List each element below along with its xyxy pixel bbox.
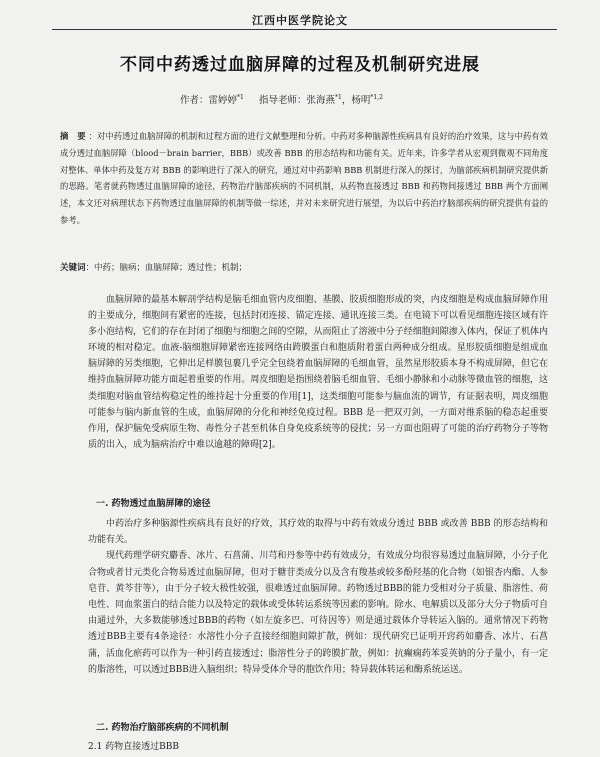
author-label: 作者： (180, 95, 209, 106)
paper-title: 不同中药透过血脑屏障的过程及机制研究进展 (120, 55, 480, 75)
advisor2-name: 杨明 (351, 95, 371, 106)
abstract-label: 摘 要 (60, 131, 89, 141)
section-heading-1: 一. 药物透过血脑屏障的途径 (96, 499, 211, 509)
header-rule (52, 29, 557, 30)
section1-paragraph-1: 中药治疗多种脑源性疾病具有良好的疗效，其疗效的取得与中药有效成分透过 BBB 或改善 BBB 的形态结构和功能有关。 (88, 519, 548, 546)
keywords (60, 261, 548, 273)
section1-body (88, 516, 548, 678)
abstract-text: ：对中药透过血脑屏障的机制和过程方面的进行文献整理和分析。中药对多种脑源性疾病具有良好的治疗效果，这与中药有效成分透过血脑屏障（blood－brain barrier，BBB）或改善 BBB 的形态结构和功能有关。近年来，许多学者从宏观到微观不同角度对整体、单体中药及复方对 BBB 的影响进行了深入的研究，通过对中药影响 BBB 机制进行深入的探讨，为脑部疾病机制研究提供新的思路。笔者就药物透过血脑屏障的途径，药物治疗脑部疾病的不同机制，从药物直接透过 BBB 和药物间接透过 BBB 两个方面阐述，本文还对病理状态下药物透过血脑屏障的机制等做一综述，并对未来研究进行展望，为以后中药治疗脑部疾病的研究提供有益的参考。 (60, 131, 548, 225)
intro-paragraph: 血脑屏障的最基本解剖学结构是脑毛细血管内皮细胞、基膜、胶质细胞形成的突，内皮细胞是构成血脑屏障作用的主要成分，细胞间有紧密的连接，包括封闭连接、锚定连接、通讯连接三类。在电镜下可以看见细胞连接区域有许多小泡结构，它们的存在封闭了细胞与细胞之间的空隙，从而阻止了溶液中分子经细胞间隙渗入体内，保证了机体内环境的相对稳定。血液-脑细胞屏障紧密连接网络由跨膜蛋白和胞质附着蛋白两种成分组成。星形胶质细胞是组成血脑屏障的另类细胞，它伸出足样膜包裹几乎完全包绕着血脑屏障的毛细血管，虽然星形胶质本身不构成屏障，但它在维持血脑屏障功能方面起着重要的作用。周皮细胞是指围绕着脑毛细血管、毛细小静脉和小动脉等微血管的细胞，这类细胞对脑血管结构稳定性的维持起十分重要的作用[1]，这类细胞可能参与脑血流的调节，有证据表明，周皮细胞可能参与脑内新血管的生成，血脑屏障的分化和神经免疫过程。BBB 是一把双刃剑，一方面对维系脑的稳态起重要作用，保护脑免受病原生物、毒性分子甚至机体自身免疫系统等的侵扰；另一方面也阻碍了可能的治疗药物分子等物质的出入，成为脑病治疗中难以逾越的障碍[2]。 (88, 295, 548, 450)
section1-paragraph-2: 现代药理学研究麝香、冰片、石菖蒲、川芎和丹参等中药有效成分，有效成分均很容易透过血脑屏障，小分子化合物或者甘元类化合物易透过血脑屏障，但对于糖苷类成分以及含有羧基或较多酚羟基的化合物（如银杏内酯、人参皂苷、黄芩苷等），由于分子较大极性较强，很难透过血脑屏障。药物透过BBB的能力受相对分子质量、脂溶性、荷电性、同血浆蛋白的结合能力以及特定的载体或受体转运系统等因素的影响。除水、电解质以及部分大分子物质可自由通过外，大多数能够透过BBB的药物（如左旋多巴、可待因等）则是通过载体介导转运入脑的。通常情况下药物透过BBB主要有4条途径：水溶性小分子直接经细胞间隙扩散，例如：现代研究已证明开窍药如麝香、冰片、石菖蒲，活血化瘀药可以作为一种引药直接透过；脂溶性分子的跨膜扩散，例如：抗癫痫药苯妥英钠的分子量小，有一定的脂溶性，可以透过BBB进入脑组织；特异受体介导的胞饮作用；特异载体转运和酶系统运送。 (88, 551, 548, 675)
intro-section (88, 292, 548, 453)
advisor-affiliation: *1 (335, 93, 342, 101)
running-head: 江西中医学院论文 (252, 14, 348, 27)
keywords-label: 关键词 (60, 263, 86, 273)
author-line (180, 92, 580, 106)
subsection-heading: 2.1 药物直接透过BBB (88, 742, 180, 752)
advisor2-affiliation: *1,2 (370, 93, 383, 101)
advisor-label: 指导老师： (258, 95, 307, 106)
author-name: 雷婷婷 (208, 95, 238, 106)
advisor-name: 张海燕 (306, 95, 335, 106)
abstract (60, 128, 548, 229)
author-separator: ， (341, 95, 352, 106)
section-heading-2: 二. 药物治疗脑部疾病的不同机制 (96, 723, 229, 733)
author-affiliation: *1 (237, 93, 244, 101)
keywords-text: ：中药；脑病；血脑屏障；透过性；机制； (85, 263, 248, 273)
